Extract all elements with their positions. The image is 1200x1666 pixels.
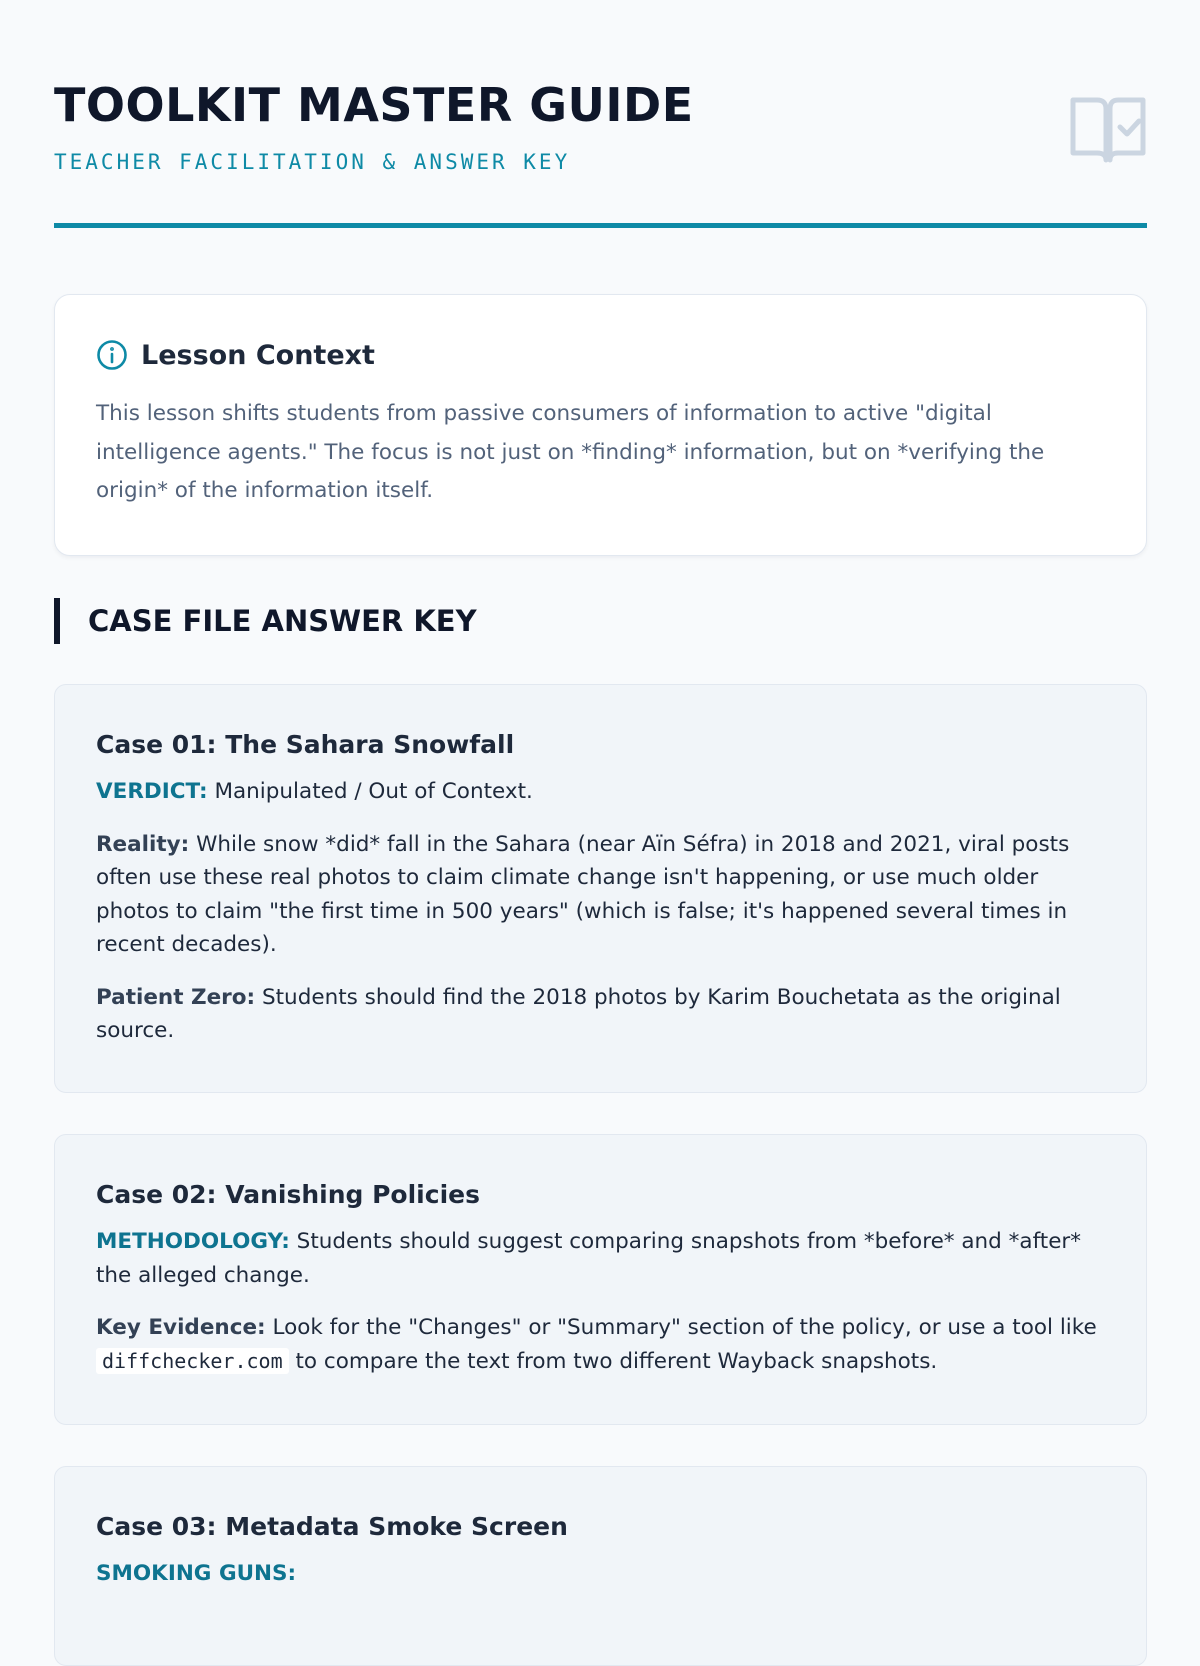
case-verdict [96, 775, 1105, 809]
lesson-context-title: Lesson Context [141, 339, 375, 371]
info-icon [96, 339, 128, 371]
patient-zero-label: Patient Zero: [96, 984, 256, 1010]
case-card-02 [54, 1134, 1147, 1425]
reality-text: While snow *did* fall in the Sahara (near Aïn Séfra) in 2018 and 2021, viral posts often use these real photos to claim climate change isn't happening, or use much older photos to claim "the first time in 500 years" (which is false; it's happened several times in recent decades). [96, 831, 1070, 957]
lesson-context-body: This lesson shifts students from passive consumers of information to active "digital intelligence agents." The focus is not just on *finding* information, but on *verifying the origin* of the information itself. [96, 401, 1045, 503]
case-card-01 [54, 684, 1147, 1093]
lesson-context-card [54, 294, 1147, 556]
methodology-label: METHODOLOGY: [96, 1229, 290, 1254]
case-title: Case 02: Vanishing Policies [96, 1180, 480, 1209]
page-header [54, 0, 1147, 228]
page [54, 0, 1147, 1586]
smoking-guns-label: SMOKING GUNS: [96, 1561, 297, 1586]
page-title: TOOLKIT MASTER GUIDE [54, 78, 694, 132]
tool-name-code: diffchecker.com [96, 1348, 289, 1374]
verdict-label: VERDICT: [96, 779, 208, 804]
lesson-context-heading [96, 337, 1105, 373]
case-card-03 [54, 1466, 1147, 1666]
case-smoking-guns [96, 1557, 1105, 1591]
verdict-text: Manipulated / Out of Context. [214, 779, 533, 804]
key-evidence-text-end: to compare the text from two different Wayback snapshots. [295, 1348, 938, 1374]
case-title: Case 01: The Sahara Snowfall [96, 730, 515, 759]
key-evidence-text: Look for the "Changes" or "Summary" section of the policy, or use a tool like [272, 1315, 1097, 1340]
patient-zero-text: Students should find the 2018 photos by Karim Bouchetata as the original source. [96, 984, 1061, 1043]
reality-label: Reality: [96, 831, 190, 857]
key-evidence-label: Key Evidence: [96, 1315, 266, 1340]
methodology-text: Students should suggest comparing snapshots from *before* and *after* the alleged change. [96, 1229, 1082, 1288]
book-check-icon [1069, 94, 1147, 164]
case-methodology [96, 1225, 1105, 1292]
section-title: CASE FILE ANSWER KEY [88, 604, 477, 638]
case-title: Case 03: Metadata Smoke Screen [96, 1512, 568, 1541]
case-patient-zero [96, 981, 1105, 1048]
page-subtitle: TEACHER FACILITATION & ANSWER KEY [54, 150, 571, 174]
case-key-evidence [96, 1311, 1105, 1378]
case-reality [96, 828, 1105, 962]
section-heading [54, 598, 477, 644]
